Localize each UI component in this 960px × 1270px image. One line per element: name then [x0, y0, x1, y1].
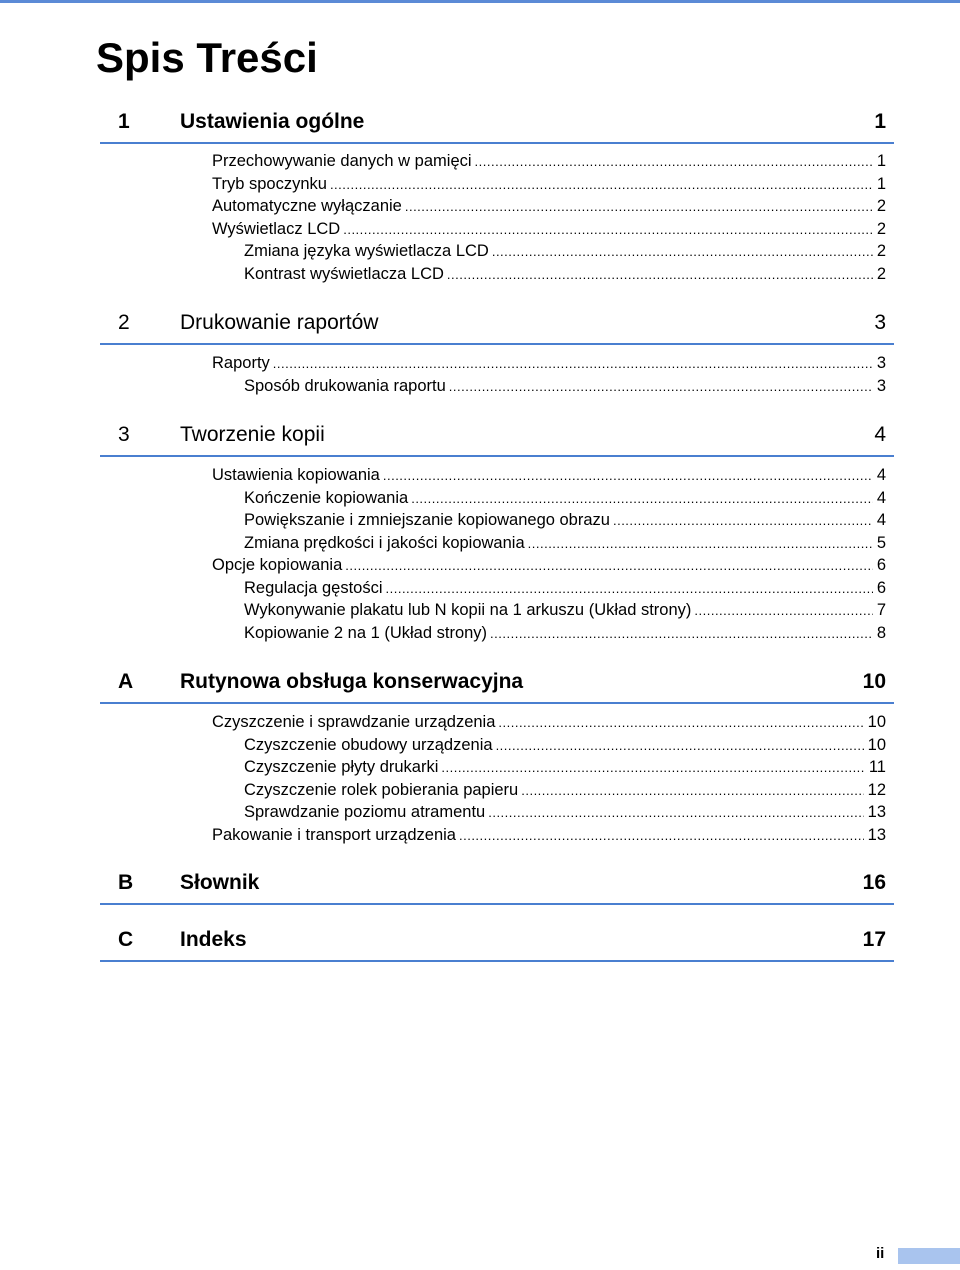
toc-entry-page: 3 — [876, 376, 886, 395]
chapter-heading[interactable] — [100, 303, 894, 345]
toc-entry-page: 11 — [868, 758, 886, 776]
dot-leader — [447, 264, 873, 286]
toc-entry-page: 10 — [867, 713, 886, 731]
dot-leader — [441, 757, 864, 779]
chapter-page: 17 — [862, 928, 886, 951]
chapter-number: B — [118, 871, 134, 894]
toc-entry-title: Powiększanie i zmniejszanie kopiowanego obrazu — [244, 511, 610, 529]
toc-entry-title: Pakowanie i transport urządzenia — [212, 825, 456, 844]
toc-entry[interactable] — [244, 577, 886, 599]
toc-entry[interactable] — [244, 734, 886, 756]
chapter-page: 1 — [874, 110, 886, 133]
toc-entry-page: 13 — [867, 825, 886, 844]
toc-entry-title: Przechowywanie danych w pamięci — [212, 152, 472, 170]
chapter-page: 4 — [874, 423, 886, 446]
dot-leader — [694, 600, 872, 622]
toc-entry[interactable] — [212, 218, 886, 240]
toc-entry-page: 6 — [876, 556, 886, 574]
toc-entry-page: 5 — [876, 533, 886, 552]
toc-entry[interactable] — [244, 756, 886, 778]
dot-leader — [498, 712, 863, 734]
toc-entry-page: 6 — [876, 578, 886, 597]
toc-entry[interactable] — [244, 532, 886, 554]
toc-entry-title: Czyszczenie rolek pobierania papieru — [244, 780, 519, 799]
toc-entry[interactable] — [212, 464, 886, 486]
toc-entry-title: Sposób drukowania raportu — [244, 376, 446, 395]
chapter-number: 2 — [118, 311, 130, 334]
chapter-heading[interactable] — [100, 863, 894, 905]
chapter-title: Tworzenie kopii — [180, 423, 325, 446]
toc-entry-title: Zmiana prędkości i jakości kopiowania — [244, 533, 525, 552]
toc-entry-title: Kończenie kopiowania — [244, 488, 409, 507]
page-number: ii — [876, 1245, 885, 1262]
chapter-page: 16 — [862, 871, 886, 894]
toc-entry-title: Ustawienia kopiowania — [212, 466, 380, 484]
toc-entry-page: 1 — [876, 174, 886, 193]
page-title: Spis Treści — [96, 34, 318, 81]
chapter-heading[interactable] — [100, 920, 894, 962]
toc-entry-page: 8 — [876, 623, 886, 642]
dot-leader — [496, 735, 864, 757]
toc-entry[interactable] — [244, 801, 886, 823]
toc-entry-page: 2 — [876, 264, 886, 283]
toc-entry-title: Regulacja gęstości — [244, 578, 383, 597]
toc-entry-title: Automatyczne wyłączanie — [212, 197, 402, 215]
dot-leader — [273, 353, 873, 375]
toc-entry[interactable] — [244, 509, 886, 531]
dot-leader — [343, 219, 873, 241]
toc-entry-page: 1 — [876, 152, 886, 170]
toc-entry-title: Czyszczenie i sprawdzanie urządzenia — [212, 713, 496, 731]
chapter-number: 3 — [118, 423, 130, 446]
toc-entry[interactable] — [212, 195, 886, 217]
toc-entry-title: Czyszczenie obudowy urządzenia — [244, 735, 493, 754]
dot-leader — [521, 780, 863, 802]
dot-leader — [386, 578, 873, 600]
toc-entry[interactable] — [212, 173, 886, 195]
chapter-title: Rutynowa obsługa konserwacyjna — [180, 670, 524, 693]
chapter-title: Drukowanie raportów — [180, 311, 379, 334]
dot-leader — [459, 825, 864, 847]
toc-entry[interactable] — [212, 711, 886, 733]
toc-entry-page: 2 — [876, 242, 886, 260]
toc-entry-page: 2 — [876, 219, 886, 238]
toc-entry-page: 13 — [867, 803, 886, 821]
dot-leader — [490, 623, 873, 645]
toc-entry-title: Wyświetlacz LCD — [212, 219, 341, 238]
chapter-number: A — [118, 670, 134, 693]
chapter-heading[interactable] — [100, 415, 894, 457]
chapter-number: C — [118, 928, 134, 951]
toc-entry[interactable] — [212, 352, 886, 374]
chapter-title: Indeks — [180, 928, 247, 951]
toc-entry-page: 12 — [867, 780, 886, 799]
dot-leader — [488, 802, 863, 824]
chapter-number: 1 — [118, 110, 130, 133]
toc-entry-title: Kontrast wyświetlacza LCD — [244, 264, 444, 283]
toc-entry[interactable] — [244, 240, 886, 262]
chapter-title: Słownik — [180, 871, 260, 894]
toc-entry[interactable] — [244, 622, 886, 644]
toc-entry[interactable] — [244, 487, 886, 509]
chapter-title: Ustawienia ogólne — [180, 110, 365, 133]
dot-leader — [405, 196, 873, 218]
toc-entry-page: 4 — [876, 511, 886, 529]
dot-leader — [345, 555, 873, 577]
toc-entry-title: Kopiowanie 2 na 1 (Układ strony) — [244, 623, 488, 642]
dot-leader — [383, 465, 873, 487]
toc-entry[interactable] — [244, 263, 886, 285]
toc-entry[interactable] — [212, 824, 886, 846]
chapter-page: 3 — [874, 311, 886, 334]
toc-entry-title: Opcje kopiowania — [212, 556, 343, 574]
toc-entry[interactable] — [244, 375, 886, 397]
toc-entry-title: Tryb spoczynku — [212, 174, 327, 193]
toc-entry-page: 3 — [876, 354, 886, 372]
toc-entry-title: Raporty — [212, 354, 270, 372]
toc-entry-page: 4 — [876, 488, 886, 507]
toc-entry-page: 2 — [876, 197, 886, 215]
toc-entry[interactable] — [244, 779, 886, 801]
toc-entry[interactable] — [212, 150, 886, 172]
toc-entry-title: Sprawdzanie poziomu atramentu — [244, 803, 486, 821]
toc-entry[interactable] — [212, 554, 886, 576]
toc-entry-page: 10 — [867, 735, 886, 754]
dot-leader — [449, 376, 873, 398]
toc-entry-title: Czyszczenie płyty drukarki — [244, 758, 439, 776]
toc-entry[interactable] — [244, 599, 886, 621]
dot-leader — [411, 488, 873, 510]
dot-leader — [330, 174, 873, 196]
page-number-tab — [898, 1248, 960, 1264]
dot-leader — [613, 510, 873, 532]
chapter-heading[interactable] — [100, 102, 894, 144]
chapter-page: 10 — [862, 670, 886, 693]
toc-entry-page: 4 — [876, 466, 886, 484]
toc-entry-title: Wykonywanie plakatu lub N kopii na 1 arkuszu (Układ strony) — [244, 601, 692, 619]
toc-entry-title: Zmiana języka wyświetlacza LCD — [244, 242, 489, 260]
dot-leader — [492, 241, 873, 263]
toc-entry-page: 7 — [876, 601, 886, 619]
dot-leader — [528, 533, 873, 555]
dot-leader — [475, 151, 873, 173]
chapter-heading[interactable] — [100, 662, 894, 704]
